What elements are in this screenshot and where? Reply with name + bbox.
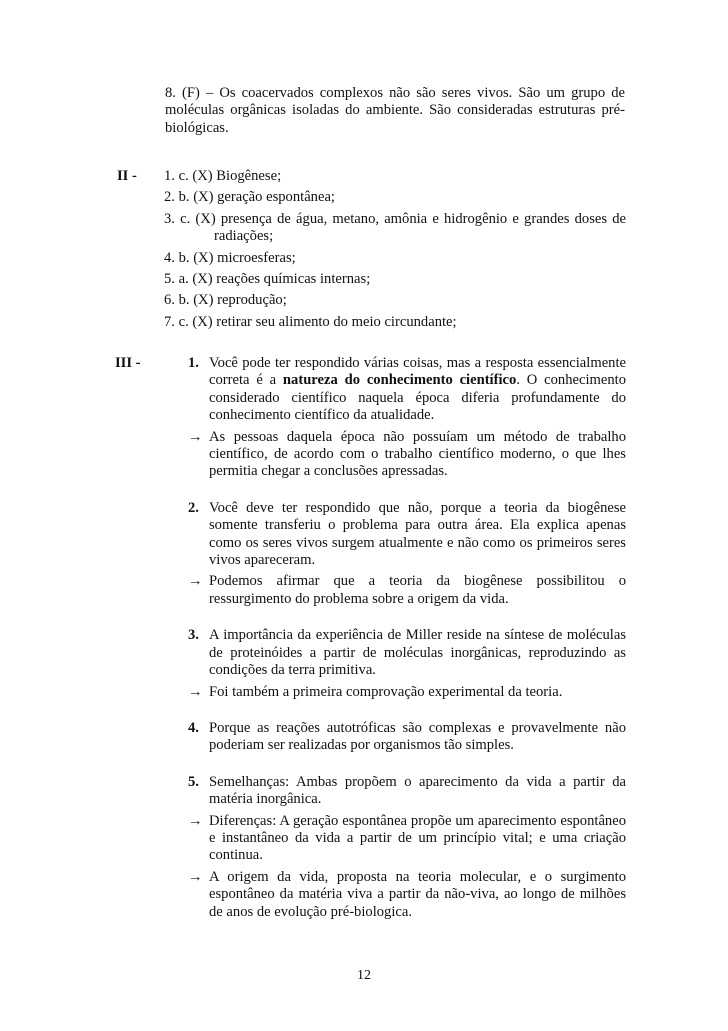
question-1 — [188, 355, 626, 481]
question-text: A importância da experiência de Miller reside na síntese de moléculas de proteinóides a partir de moléculas inorgânicas, reproduzindo as condições da terra primitiva. — [209, 627, 626, 679]
question-3 — [188, 627, 626, 701]
arrow-note: Diferenças: A geração espontânea propõe um aparecimento espontâneo e instantâneo da vida a partir de um princípio vital; e uma criação continua. — [209, 812, 626, 864]
question-number: 4. — [188, 719, 199, 736]
section-3-label: III - — [115, 355, 141, 371]
answer-item: 6. b. (X) reprodução; — [164, 292, 287, 309]
section-1-item-8: 8. (F) – Os coacervados complexos não são seres vivos. São um grupo de moléculas orgânicas isoladas do ambiente. São consideradas estruturas pré-biológicas. — [165, 85, 625, 136]
question-text — [209, 355, 626, 425]
arrow-note: As pessoas daquela época não possuíam um método de trabalho científico, de acordo com o trabalho científico moderno, o que lhes permitia chegar a conclusões apressadas. — [209, 428, 626, 480]
text-part: . O conhecimento considerado científico naquela época diferia profundamente do conhecimento científico da atualidade. — [209, 372, 626, 424]
answer-item: 3. c. (X) presença de água, metano, amônia e hidrogênio e grandes doses de radiações; — [164, 210, 626, 245]
question-text: Semelhanças: Ambas propõem o aparecimento da vida a partir da matéria inorgânica. — [209, 773, 626, 808]
question-4 — [188, 720, 626, 755]
section-2-label: II - — [117, 168, 137, 184]
arrow-note: Foi também a primeira comprovação experimental da teoria. — [209, 683, 563, 700]
section-2-answers — [164, 168, 626, 335]
question-2 — [188, 500, 626, 608]
question-text: Porque as reações autotróficas são complexas e provavelmente não poderiam ser realizadas por organismos tão simples. — [209, 719, 626, 754]
question-5 — [188, 774, 626, 921]
question-number: 1. — [188, 355, 199, 371]
arrow-icon: → — [188, 812, 203, 829]
answer-item: 2. b. (X) geração espontânea; — [164, 189, 335, 206]
arrow-note: Podemos afirmar que a teoria da biogênese possibilitou o ressurgimento do problema sobre a origem da vida. — [209, 573, 626, 607]
question-number: 5. — [188, 773, 199, 790]
answer-item: 5. a. (X) reações químicas internas; — [164, 271, 371, 288]
section-3-answers — [188, 355, 626, 940]
arrow-icon: → — [188, 683, 203, 700]
answer-item: 7. c. (X) retirar seu alimento do meio circundante; — [164, 313, 457, 330]
arrow-icon: → — [188, 868, 203, 885]
arrow-note: A origem da vida, proposta na teoria molecular, e o surgimento espontâneo da matéria viva a partir da não-viva, ao longo de milhões de anos de evolução pré-biologica. — [209, 868, 626, 920]
question-number: 2. — [188, 499, 199, 516]
answer-item: 4. b. (X) microesferas; — [164, 249, 296, 266]
question-number: 3. — [188, 627, 199, 644]
question-text: Você deve ter respondido que não, porque a teoria da biogênese somente transferiu o problema para outra área. Ela explica apenas como os seres vivos surgem atualmente e não como os primeiros seres vivos apareceram. — [209, 499, 626, 569]
answer-item: 1. c. (X) Biogênese; — [164, 168, 282, 184]
emphasis-text: natureza do conhecimento científico — [282, 372, 517, 389]
page-number: 12 — [357, 968, 371, 983]
text-part: Você pode ter respondido várias coisas, mas a resposta essencialmente correta é a — [209, 355, 626, 389]
arrow-icon: → — [188, 428, 203, 445]
arrow-icon: → — [188, 573, 203, 590]
